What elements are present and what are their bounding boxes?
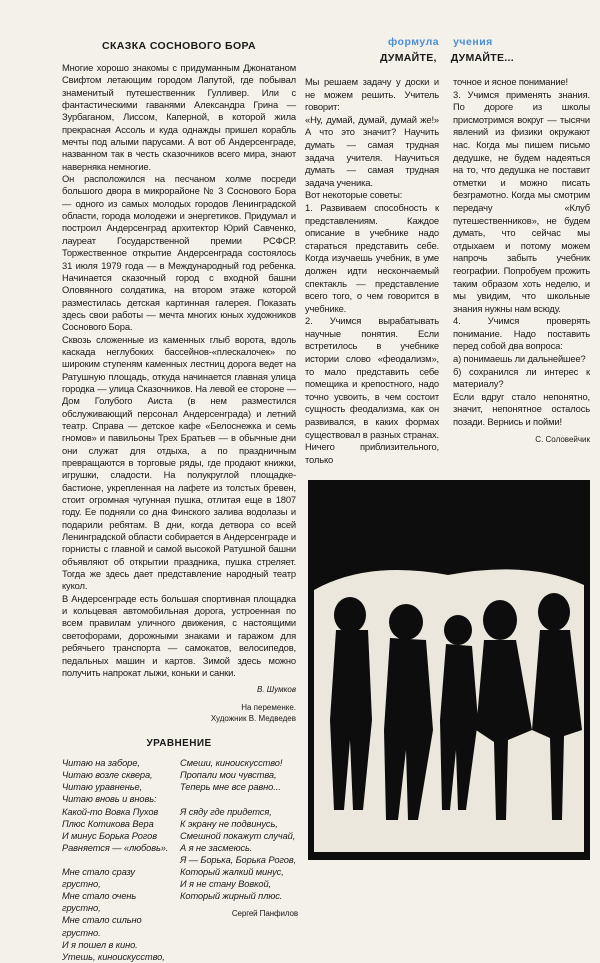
poem-line: Равняется — «любовь». [62, 842, 169, 853]
poem-title: УРАВНЕНИЕ [146, 738, 212, 750]
poem-line: Читаю возле сквера, [62, 770, 153, 781]
poem-line [62, 854, 174, 866]
poem-line: Мне стало сразу грустно, [62, 867, 135, 890]
paragraph: б) сохранился ли интерес к материалу? [453, 365, 590, 390]
paragraph: а) понимаешь ли дальнейшее? [453, 353, 586, 365]
poem-line: Какой-то Вовка Пухов [62, 806, 159, 817]
paragraph: Мы решаем задачу у доски и не можем решить. Учитель говорит: [305, 76, 439, 113]
silhouette-illustration [308, 480, 590, 860]
article2-column-2 [453, 76, 590, 444]
illustration-caption [62, 702, 296, 724]
paragraph: «Ну, думай, думай, думай же!» А что это значит? Научить думать — самая трудная задача учителя. Научиться думать — самая трудная задача ученика. [305, 113, 439, 188]
paragraph: 1. Развиваем способность к представлениям. Каждое описание в учебнике надо стараться представить себе. Когда изучаешь учебник, в уме должен идти нескончаемый спектакль — представление всего того, о чем говорится в учебнике. [305, 201, 439, 314]
article-body [62, 62, 296, 679]
poem-line: Который жирный плюс. [180, 891, 283, 902]
title-word: ДУМАЙТЕ... [450, 52, 514, 64]
paragraph: Вот некоторые советы: [305, 189, 403, 201]
caption-artist: Художник В. Медведев [210, 714, 296, 724]
poem-line: Утешь, киноискусство, [62, 951, 165, 962]
poem-line: Я сяду где придется, [180, 806, 272, 817]
paragraph: Сквозь сложенные из каменных глыб ворота, вдоль каскада неглубоких бассейнов-«плескалочек» по широким ступеням каменных лестниц дорога ведет на Ратушную площадь, откуда начинается главная улица городка — улица Сказочников. На левой ее стороне — Дом Голубого Аиста (в нем разместился обслуживающий персонал Андерсенграда) и летний театр. Справа — детское кафе «Белоснежка и семь гномов» и павильоны Трех Братьев — в обычные дни они служат для отдыха, а по праздничным превращаются в торговые ряды, где продают книжки, игрушки, сладости. На полукруглой площадке-бастионе, укрепленная на лафете из толстых бревен, стоит огромная чугунная пушка, отлитая еще в 1807 году. Ее подняли со дна Финского залива водолазы и подарили ребятам. В дни, когда детвора со всей Ленинградской области собирается в Андерсенграде и горнисты с главной и самой высокой Ратушной башни объявляют об открытии праздника, пушка стреляет. Тогда же здесь дает представление народный театр кукол. [62, 333, 296, 592]
paragraph: 4. Учимся проверять понимание. Надо поставить перед собой два вопроса: [453, 315, 590, 352]
poem-line: И я пошел в кино. [62, 939, 138, 950]
article2-author: С. Соловейчик [535, 434, 590, 444]
poem-line: И я не стану Вовкой, [180, 879, 271, 890]
poem-line: К экрану не подвинусь, [180, 818, 278, 829]
poem-line: Читаю вновь и вновь: [62, 794, 157, 805]
paragraph: Многие хорошо знакомы с придуманным Джонатаном Свифтом летающим городом Лапутой, где побывал знаменитый путешественник Гулливер. Или с фантастическими гаванями Александра Грина — Зурбаганом, Лиссом, Каперной, в которой жила прекрасная Ассоль и куда однажды пришел корабль мечты под алыми парусами. А вот об Андерсенграде, названном так в честь сказочников всего мира, знают наверняка немногие. [62, 62, 296, 172]
paragraph: Если вдруг стало непонятно, значит, непонятное осталось позади. Вернись и пойми! [453, 390, 590, 428]
poem-line: Смеши, киноискусство! [180, 758, 283, 769]
title-word: ДУМАЙТЕ, [380, 52, 437, 64]
poem-left-column [62, 757, 174, 963]
paragraph: В Андерсенграде есть большая спортивная площадка и кольцевая автомобильная дорога, устроенная по всем правилам уличного движения, с настоящими светофорами, дорожными знаками и гаражом для ребячьего транспорта — самокатов, велосипедов, педальных машин и картов. Зимой здесь можно получить напрокат лыжи, коньки и санки. [62, 592, 296, 678]
poem-right-column [180, 757, 298, 963]
right-area [305, 36, 590, 860]
poem [62, 757, 296, 963]
poem-line: Я — Борька, Борька Рогов, [180, 854, 297, 865]
poem-line: И минус Борька Рогов [62, 830, 157, 841]
rubric-word: формула [388, 36, 440, 48]
article2-title [305, 52, 590, 64]
poem-line: А я не засмеюсь. [180, 842, 253, 853]
poem-line: Мне стало сильно грустно. [62, 915, 142, 938]
poem-line: Плюс Котикова Вера [62, 818, 154, 829]
rubric-word: учения [453, 36, 493, 48]
article2-columns [305, 76, 590, 466]
poem-line: Теперь мне все равно... [180, 782, 281, 793]
article-title: СКАЗКА СОСНОВОГО БОРА [101, 40, 257, 52]
caption-line: На переменке. [241, 703, 296, 713]
paragraph: 2. Учимся вырабатывать научные понятия. Если встретилось в учебнике истории слово «феодализм», то мало представить себе помещика и крепостного, надо точно усвоить, в чем состоит сущность феодализма, как он развивался, в каких формах существовал в разных странах. Ничего приблизительного, только [305, 315, 439, 465]
left-area [62, 40, 296, 963]
poem-line [180, 793, 298, 805]
article2-column-1 [305, 76, 439, 466]
poem-line: Пропали мои чувства, [180, 770, 277, 781]
paragraph: 3. Учимся применять знания. По дороге из школы присмотримся вокруг — тысячи явлений из физики окружают нас. Когда мы пишем письмо дедушке, не будем надеяться на то, что дедушка не поставит отметки и можно писать безграмотно. Когда мы смотрим передачу «Клуб путешественников», не будем думать, что сейчас мы отдыхаем и потому можем напрочь забыть учебник географии. Попробуем прожить таким образом хоть неделю, и мы увидим, что школьные знания нужны нам всюду. [453, 88, 590, 314]
poem-line: Читаю уравненье, [62, 782, 143, 793]
poem-author: Сергей Панфилов [231, 909, 298, 919]
poem-line: Который жалкий минус, [180, 867, 284, 878]
poem-line: Читаю на заборе, [62, 758, 140, 769]
poem-line: Мне стало очень грустно, [62, 891, 137, 914]
article-author: В. Шумков [256, 685, 296, 695]
paragraph: Он расположился на песчаном холме посреди большого двора в микрорайоне № 3 Соснового Бора — одного из самых молодых городов Ленинградской области, города молодежи и энергетиков. Придумал и построил Андерсенград архитектор Юрий Савченко, лауреат Государственной премии РСФСР. Торжественное открытие Андерсенграда состоялось 31 июля 1979 года — в Международный год ребенка. Начинается сказочный город с входной башни Оловянного солдатика, на втором этаже которой разместилась детская картинная галерея. Показать здесь свои работы — мечта многих юных художников Соснового Бора. [62, 173, 296, 333]
poem-line: Смешной покажут случай, [180, 830, 296, 841]
rubric-label [305, 36, 590, 48]
paragraph: точное и ясное понимание! [453, 76, 568, 87]
